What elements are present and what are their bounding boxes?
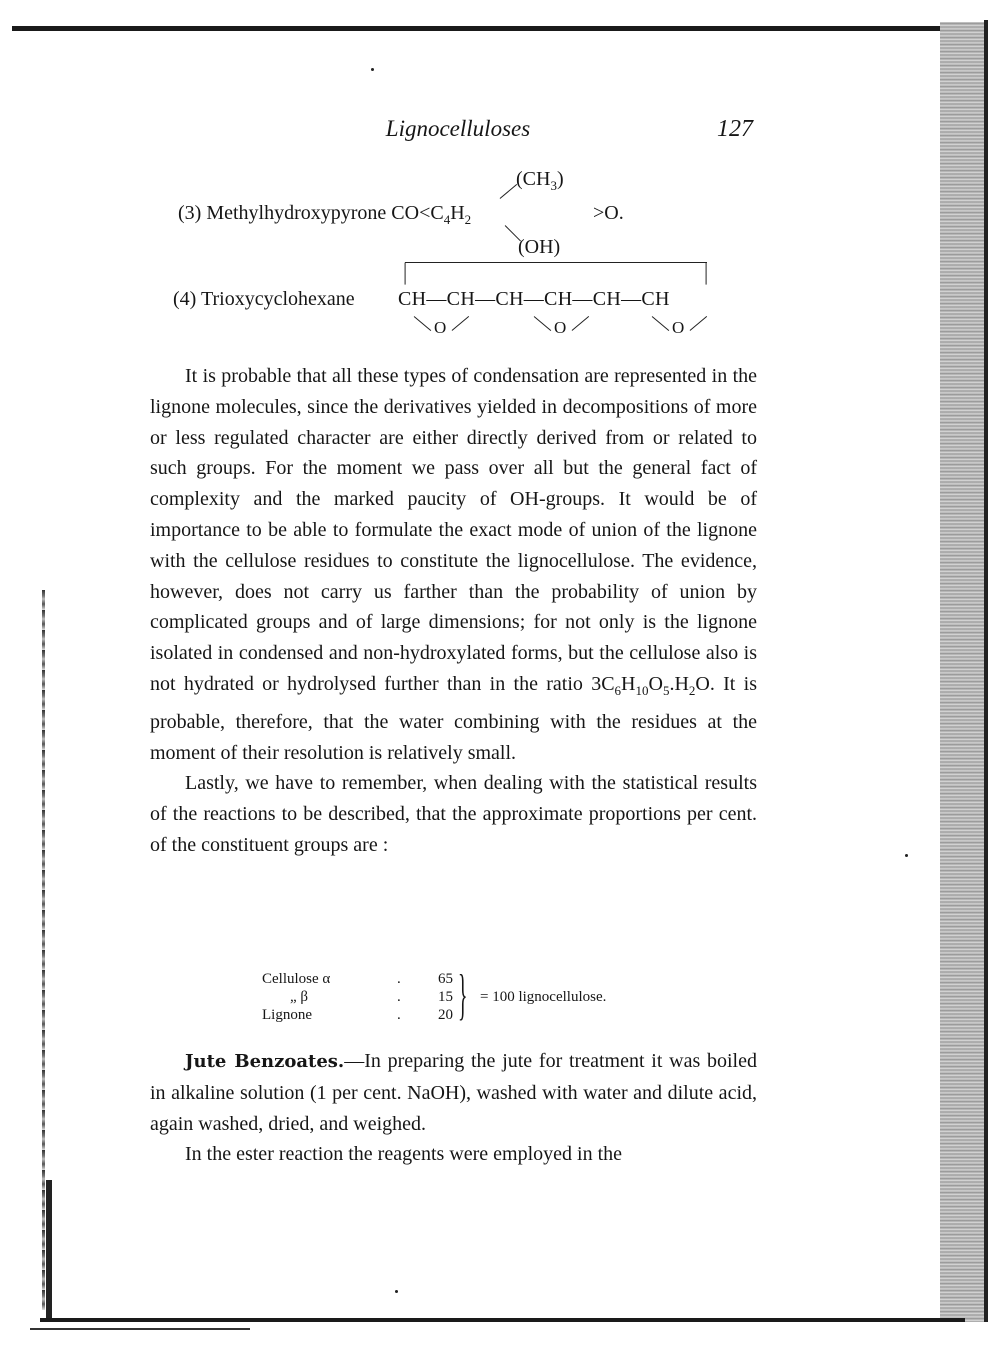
paragraph-jute-benzoates: Jute Benzoates.—In preparing the jute for treatment it was boiled in alkaline solution (1 per cent. NaOH), washed with water and dilute acid, again washed, dried, and weighed. bbox=[150, 1050, 757, 1135]
bond-line bbox=[572, 316, 590, 331]
hydration-ratio: $3C_6H_{10}O_5.H_2O$. bbox=[591, 672, 715, 698]
running-title: Lignocelluloses bbox=[385, 116, 531, 141]
formula-chain: CH—CH—CH—CH—CH—CH bbox=[398, 288, 670, 310]
formula-main: (3) Methylhydroxypyrone $CO<C_4H_2$ bbox=[178, 202, 472, 227]
bond-line bbox=[414, 316, 432, 331]
body-text-lower bbox=[150, 1046, 757, 1170]
speck bbox=[395, 1290, 398, 1293]
body-text bbox=[150, 361, 757, 861]
paragraph-condensation: It is probable that all these types of condensation are represented in the lignone molecules, since the derivatives yielded in decompositions of more or less regulated character are either directly derived from or related to such groups. For the moment we pass over all but the general fact of complexity and the marked paucity of OH-groups. It would be of importance to be able to formulate the exact mode of union of the lignone with the cellulose residues to constitute the lignocellulose. The evidence, however, does not carry us farther than the probability of union by complicated groups and of large dimensions; for not only is the lignone isolated in condensed and non-hydroxylated forms, but the cellulose also is not hydrated or hydrolysed further than in the ratio $3C_6H_{10}O_5.H_2O$. It is probable, therefore, that the water combining with the residues at the moment of their resolution is relatively small. bbox=[150, 365, 757, 764]
grouping-brace: } bbox=[458, 964, 468, 1026]
bond-line bbox=[652, 316, 670, 331]
formula-label: (4) Trioxycyclohexane bbox=[173, 288, 355, 310]
paragraph-ester-reaction: In the ester reaction the reagents were employed in the bbox=[185, 1143, 623, 1166]
formula-ring-o: >O. bbox=[593, 202, 624, 224]
scan-page-edge-left bbox=[42, 590, 45, 1310]
scan-border-bottom-thin bbox=[30, 1328, 250, 1330]
paragraph-proportions: Lastly, we have to remember, when dealing with the statistical results of the reactions to be described, that the approximate proportions per cent. of the constituent groups are : bbox=[150, 772, 757, 856]
bond-line bbox=[500, 184, 518, 199]
scan-page-edge-left-dark bbox=[46, 1180, 52, 1320]
bond-line bbox=[452, 316, 470, 331]
bond-line bbox=[534, 316, 552, 331]
ring-bracket-right bbox=[705, 263, 706, 285]
bridge-oxygen: O bbox=[672, 318, 685, 337]
ring-bracket-top bbox=[405, 262, 707, 263]
bond-line bbox=[690, 316, 708, 331]
bridge-oxygen: O bbox=[434, 318, 447, 337]
page-number: 127 bbox=[717, 116, 753, 142]
composition-total: = 100 lignocellulose. bbox=[480, 989, 607, 1005]
formula-bottom-group: (OH) bbox=[518, 236, 561, 258]
scan-page-edge-right bbox=[940, 22, 988, 1322]
ring-bracket-left bbox=[404, 263, 405, 285]
bridge-oxygen: O bbox=[554, 318, 567, 337]
scan-edge-line bbox=[984, 20, 988, 1322]
speck bbox=[905, 854, 908, 857]
scan-border-bottom bbox=[40, 1318, 965, 1322]
scan-border-top bbox=[12, 26, 962, 31]
speck bbox=[371, 68, 374, 71]
formula-top-group: $(CH_3)$ bbox=[516, 168, 564, 193]
section-heading: Jute Benzoates. bbox=[185, 1051, 345, 1072]
